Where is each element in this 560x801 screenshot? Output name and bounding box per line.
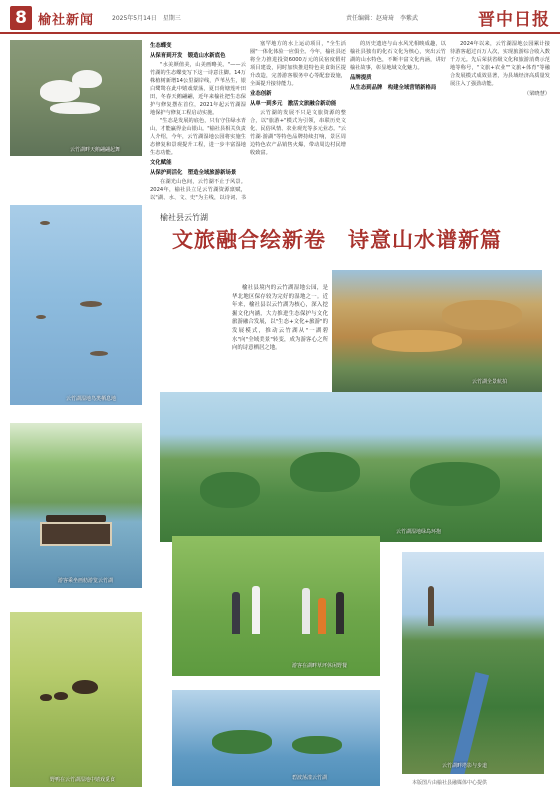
article-column-3 <box>350 40 446 200</box>
article-column-2 <box>250 40 346 200</box>
boat-photo <box>10 423 142 588</box>
photo-caption: 野鸭在云竹湖湿地中嬉戏觅食 <box>50 777 116 783</box>
photo-caption: 云竹湖畔天鹅翩翩起舞 <box>70 147 121 153</box>
tower-path-photo <box>402 552 544 774</box>
photo-caption: 云竹湖畔塔影与步道 <box>442 763 488 769</box>
island-shape <box>292 736 342 754</box>
aerial-panorama-photo <box>332 270 542 392</box>
lake-bird-photo <box>10 205 142 405</box>
photo-caption: 云竹湖湿地绿岛环抱 <box>396 529 442 535</box>
subheading: 生态蝶变 <box>150 43 172 49</box>
bird-shape <box>90 351 108 356</box>
tower-shape <box>428 586 434 626</box>
land-shape <box>442 300 522 330</box>
issue-date: 2025年5月14日 星期三 <box>112 15 181 22</box>
bird-shape <box>40 221 50 225</box>
paragraph: 的历史遗迹与山水风光相映成趣，以榆社县独有的化石文化为核心，突出云竹湖的山水特色，不断丰富文化内涵，讲好榆社故事，彰显地域文化魅力。 <box>350 41 446 71</box>
boat-roof <box>46 515 106 522</box>
byline: （梁晓慧） <box>524 91 550 97</box>
island-shape <box>200 472 260 508</box>
subheading: 从保护到活化 塑造全域旅游新场景 <box>150 170 237 176</box>
subheading: 从保育到开发 锻造山水新底色 <box>150 53 226 59</box>
duck-shape <box>54 692 68 700</box>
paragraph: 云竹湖的发展不只是文旅资源的整合，以"旅游+"模式为引领，串联历史文化、民俗风情、农业观光等多元业态。"云竹湖·游湖"等特色品牌持续打响，景区周边特色农产品销售火爆，带动周边村民增收致富。 <box>250 110 346 156</box>
swan-shape <box>72 70 102 88</box>
swan-photo <box>10 40 142 156</box>
island-shape <box>290 452 360 492</box>
land-shape <box>372 330 462 352</box>
article-column-1 <box>150 40 246 200</box>
lake-view-photo <box>172 690 380 786</box>
photo-caption: 云竹湖湿地鸟类栖息地 <box>66 396 117 402</box>
island-shape <box>212 730 272 754</box>
paragraph: 在湖光山色间，云竹湖不止于风景。2024年，榆社县立足云竹湖资源禀赋，以"湖、水、文、史"为主线，以诗词、书 <box>150 179 246 200</box>
paragraph: "生态是发展的底色，只有守住绿水青山，才能赢得金山银山。"榆社县相关负责人介绍，今年，云竹湖湿地公园将实施生态修复和景观提升工程，进一步丰富湿地生态功能。 <box>150 118 246 156</box>
section-title: 榆社新闻 <box>38 13 95 28</box>
subheading: 从单一到多元 激活文旅融合新动能 <box>250 101 337 107</box>
person-shape <box>318 598 326 634</box>
photo-caption: 云竹湖全景航拍 <box>472 379 508 385</box>
feature-lead-paragraph: 榆社县境内的云竹湖湿地公园，是华北地区保存较为完好的湿地之一。近年来，榆社县以云竹湖为核心，深入挖掘文化内涵，大力推进生态保护与文化旅游融合发展，以"生态+文化+旅游"的发展模式，推动云竹湖从"一湖碧水"向"全域美景"转变，成为游客心之所向的诗意栖居之地。 <box>232 285 328 352</box>
person-shape <box>252 586 260 634</box>
editor-credits: 责任编辑：赵琦琦 李紫武 <box>346 15 419 22</box>
island-shape <box>410 462 500 506</box>
paragraph: "水美颜值美，山美画略美。"——云竹湖的生态蝶变写下这一诗意注脚。14万株植树新增14公里湖岸线，芦苇丛生，银白鹭鸶在此中嬉戏蒙荡，夏日荷塘莲叶田田，冬春天鹅翩翩，近年来榆社把生态保护与修复摆在首位，2021年起云竹湖湿地保护与修复工程启动实施。 <box>150 62 246 116</box>
person-shape <box>302 588 310 634</box>
subheading: 业态创新 <box>250 91 272 97</box>
person-shape <box>232 592 240 634</box>
swan-shape <box>50 102 100 114</box>
photo-credit-note: 本版图片由榆社县融媒体中心提供 <box>412 780 488 786</box>
feature-headline: 文旅融合绘新卷 诗意山水谱新篇 <box>172 227 502 252</box>
person-shape <box>336 592 344 634</box>
wetland-aerial-photo <box>160 392 542 542</box>
boat-hull <box>40 522 112 546</box>
subheading: 品牌提质 <box>350 75 372 81</box>
feature-kicker: 榆社县云竹湖 <box>160 213 208 222</box>
bird-shape <box>36 315 46 319</box>
people-picnic-photo <box>172 536 380 676</box>
paragraph: 2024年以来，云竹湖湿地公园累计接待游客超过百万人次，实现旅游综合收入数千万元。先后荣获省级文化和旅游消费示范地等称号，"文旅+农业""文旅+体育"等融合发展模式成效显著，为县域经济高质量发展注入了强劲动能。 <box>450 41 550 87</box>
newspaper-masthead: 晋中日报 <box>478 10 550 30</box>
photo-caption: 碧波荡漾云竹湖 <box>292 775 328 781</box>
path-shape <box>449 672 489 774</box>
duck-photo <box>10 612 142 787</box>
paragraph: 塞罕地方的水上运动项目，"全生活圈"一体化体验一应俱全。今年，榆社县还将全力推进投资6000万元的民宿度假村项目建设，同时加快推进特色美食街区提升改造，完善游客服务中心等配套设施，全面提升接待能力。 <box>250 41 346 87</box>
subheading: 从生态到品牌 构建全域营销新格局 <box>350 85 437 91</box>
photo-caption: 游客在湖畔草坪休闲野餐 <box>292 663 348 669</box>
photo-caption: 游客乘坐画舫游览云竹湖 <box>58 578 114 584</box>
duck-shape <box>40 694 52 701</box>
page-number-badge: 8 <box>10 6 32 30</box>
subheading: 文化赋能 <box>150 160 172 166</box>
bird-shape <box>80 301 102 307</box>
page-header <box>0 0 560 34</box>
article-column-4 <box>450 40 550 200</box>
duck-shape <box>72 680 98 694</box>
